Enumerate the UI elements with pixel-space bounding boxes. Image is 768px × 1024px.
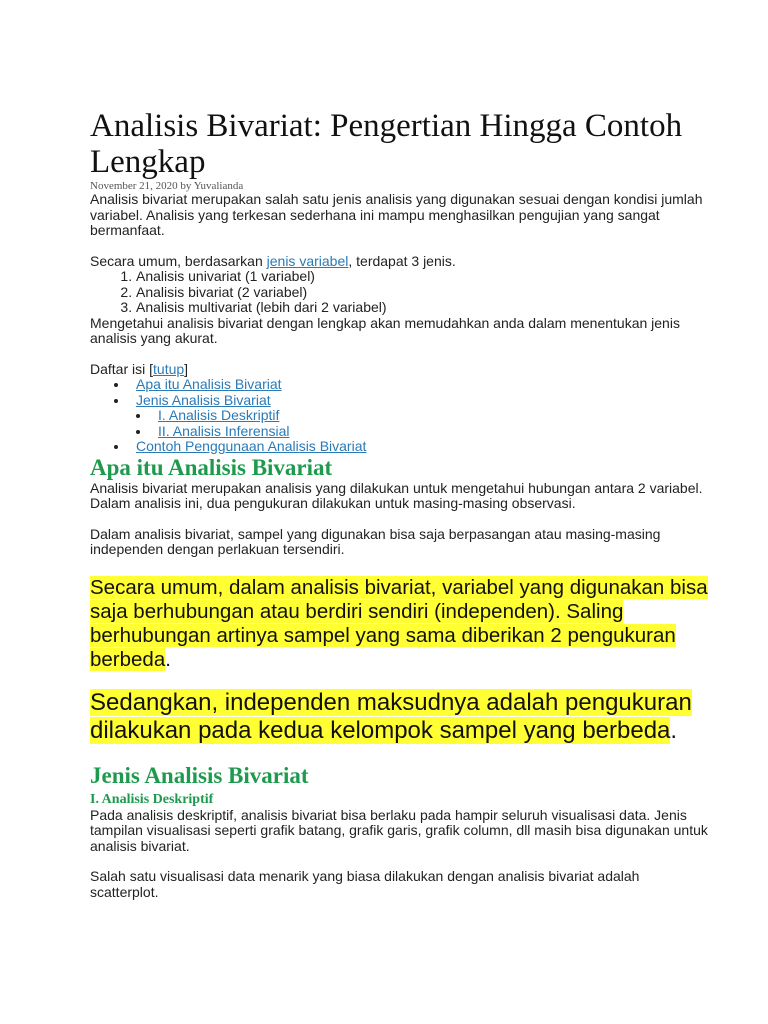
section1-paragraph-1: Analisis bivariat merupakan analisis yang dilakukan untuk mengetahui hubungan antara 2 variabel. Dalam analisis ini, dua pengukuran dilakukan untuk masing-masing observasi. [90, 479, 703, 511]
toc-item [158, 424, 710, 440]
section2-paragraph-1: Pada analisis deskriptif, analisis bivariat bisa berlaku pada hampir seluruh visualisasi data. Jenis tampilan visualisasi seperti grafik batang, grafik garis, grafik column, dll masih bisa digunakan untuk analisis bivariat. [90, 806, 708, 854]
highlight-end-1: . [165, 647, 171, 671]
toc-link-inferensial[interactable]: II. Analisis Inferensial [158, 422, 290, 439]
section2-paragraph-2: Salah satu visualisasi data menarik yang biasa dilakukan dengan analisis bivariat adalah scatterplot. [90, 868, 640, 900]
toc-item [136, 377, 710, 393]
section-heading-apa-itu: Apa itu Analisis Bivariat [90, 454, 333, 480]
toc-link-apa-itu[interactable]: Apa itu Analisis Bivariat [136, 376, 282, 392]
section-heading-jenis: Jenis Analisis Bivariat [90, 762, 309, 788]
toc-toggle-link[interactable]: tutup [153, 360, 185, 377]
highlight-text-2: Sedangkan, independen maksudnya adalah pengukuran dilakukan pada kedua kelompok sampel yang berbeda [90, 688, 692, 744]
highlight-end-2: . [670, 716, 678, 744]
types-sentence [90, 254, 710, 270]
types-suffix: , terdapat 3 jenis. [348, 252, 456, 269]
list-item: 2. Analisis bivariat (2 variabel) [136, 285, 710, 301]
article [90, 108, 710, 900]
list-item: 1. Analisis univariat (1 variabel) [136, 269, 710, 285]
toc-link-contoh[interactable]: Contoh Penggunaan Analisis Bivariat [136, 438, 367, 454]
toc-link-jenis[interactable]: Jenis Analisis Bivariat [136, 391, 271, 408]
table-of-contents [90, 362, 710, 455]
types-prefix: Secara umum, berdasarkan [90, 252, 267, 269]
subsection-heading-deskriptif: I. Analisis Deskriptif [90, 791, 214, 807]
list-item: 3. Analisis multivariat (lebih dari 2 variabel) [136, 300, 710, 316]
jenis-variabel-link[interactable]: jenis variabel [266, 252, 349, 269]
highlight-quote-2 [90, 689, 710, 745]
intro-paragraph: Analisis bivariat merupakan salah satu jenis analisis yang digunakan sesuai dengan kondisi jumlah variabel. Analisis yang terkesan sederhana ini mampu menghasilkan pengujian yang sangat bermanfaat. [90, 191, 703, 238]
toc-item [136, 439, 710, 455]
conclusion-paragraph: Mengetahui analisis bivariat dengan lengkap akan memudahkan anda dalam menentukan jenis analisis yang akurat. [90, 314, 680, 346]
toc-list [90, 377, 710, 455]
toc-item [158, 408, 710, 424]
types-list [90, 269, 710, 316]
toc-sublist [136, 408, 710, 439]
toc-item [136, 393, 710, 440]
section1-paragraph-2: Dalam analisis bivariat, sampel yang digunakan bisa saja berpasangan atau masing-masing independen dengan perlakuan tersendiri. [90, 525, 661, 557]
toc-link-deskriptif[interactable]: I. Analisis Deskriptif [158, 407, 280, 423]
toc-label-suffix: ] [184, 360, 189, 377]
highlight-quote-1 [90, 576, 710, 672]
highlight-text-1: Secara umum, dalam analisis bivariat, variabel yang digunakan bisa saja berhubungan atau berdiri sendiri (independen). Saling berhubungan artinya sampel yang sama diberikan 2 pengukuran berbeda [90, 575, 708, 671]
post-meta: November 21, 2020 by Yuvalianda [90, 180, 244, 192]
page-title: Analisis Bivariat: Pengertian Hingga Contoh Lengkap [90, 108, 683, 180]
toc-label [90, 362, 710, 378]
toc-label-prefix: Daftar isi [ [90, 360, 154, 377]
